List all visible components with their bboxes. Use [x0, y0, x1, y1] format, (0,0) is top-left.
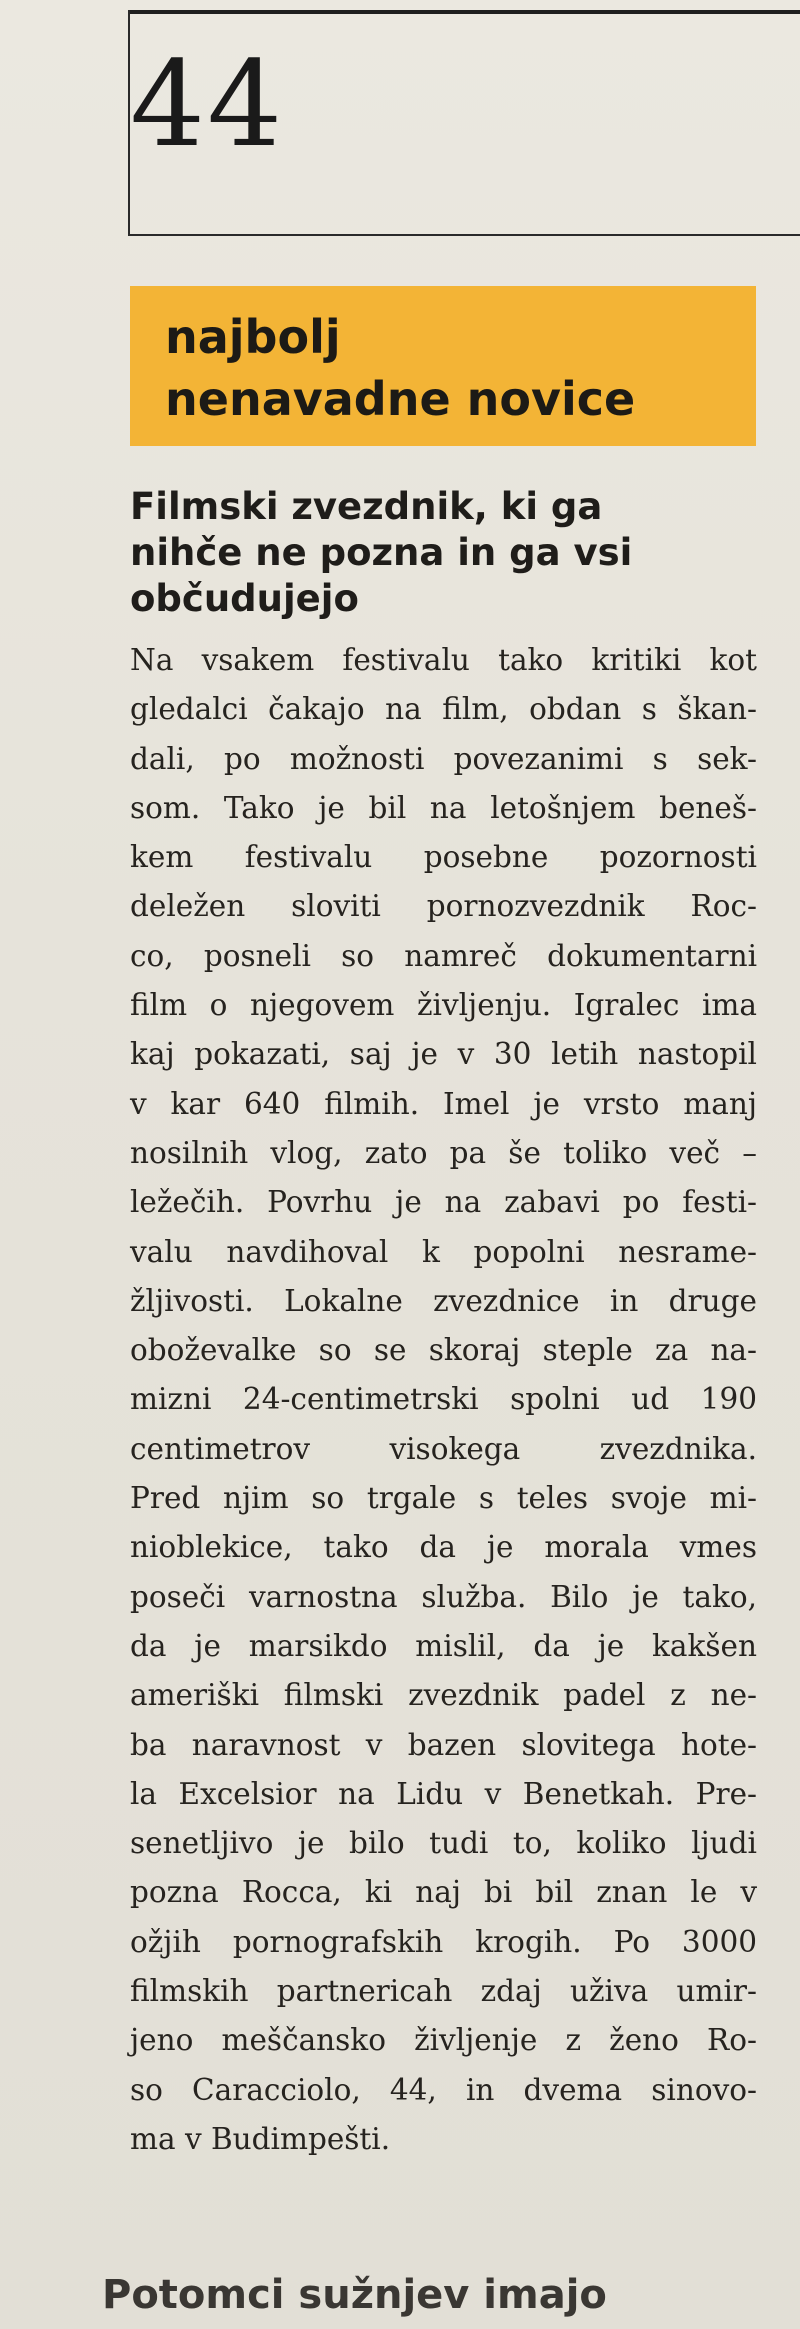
article-body-line: dali, po možnosti povezanimi s sek-: [130, 741, 757, 776]
article-body-line: film o njegovem življenju. Igralec ima: [130, 988, 757, 1023]
page-number: 44: [130, 35, 285, 173]
article-body-line: som. Tako je bil na letošnjem beneš-: [130, 790, 757, 825]
article-body-line: poseči varnostna služba. Bilo je tako,: [130, 1579, 757, 1614]
section-title-line-1: najbolj: [165, 310, 341, 364]
top-rule: [128, 10, 800, 14]
article-body-line: pozna Rocca, ki naj bi bil znan le v: [130, 1875, 757, 1910]
article-body-line: da je marsikdo mislil, da je kakšen: [130, 1628, 757, 1663]
article-body-line: co, posneli so namreč dokumentarni: [130, 938, 757, 973]
article-body-line: la Excelsior na Lidu v Benetkah. Pre-: [130, 1776, 757, 1811]
article-body-line: oboževalke so se skoraj steple za na-: [130, 1333, 757, 1368]
article-headline-line-2: nihče ne pozna in ga vsi: [130, 531, 633, 574]
article-body-line: ožjih pornografskih krogih. Po 3000: [130, 1924, 757, 1959]
article-body-line: senetljivo je bilo tudi to, koliko ljudi: [130, 1826, 757, 1861]
article-body-line: žljivosti. Lokalne zvezdnice in druge: [130, 1283, 757, 1318]
article-body-line: ameriški filmski zvezdnik padel z ne-: [130, 1678, 757, 1713]
article-body-line: valu navdihoval k popolni nesrame-: [130, 1234, 757, 1269]
article-body-line: jeno meščansko življenje z ženo Ro-: [130, 2023, 757, 2058]
article-body-line: v kar 640 filmih. Imel je vrsto manj: [130, 1086, 757, 1121]
article-body-line: Na vsakem festivalu tako kritiki kot: [130, 643, 757, 677]
article-body-line: so Caracciolo, 44, in dvema sinovo-: [130, 2072, 757, 2107]
article-body-line: gledalci čakajo na film, obdan s škan-: [130, 692, 757, 727]
article-body-line: ležečih. Povrhu je na zabavi po festi-: [130, 1185, 757, 1220]
article-body-line: filmskih partnericah zdaj uživa umir-: [130, 1974, 757, 2009]
article-body-line: mizni 24-centimetrski spolni ud 190: [130, 1382, 757, 1417]
article-body-line: centimetrov visokega zvezdnika.: [130, 1431, 757, 1466]
section-title-line-2: nenavadne novice: [165, 372, 636, 426]
article-body-line: ba naravnost v bazen slovitega hote-: [130, 1727, 757, 1762]
next-article-headline: Potomci sužnjev imajo: [102, 2272, 607, 2318]
article-body-line: nioblekice, tako da je morala vmes: [130, 1530, 757, 1565]
article-body-line: nosilnih vlog, zato pa še toliko več –: [130, 1135, 757, 1170]
article-headline-line-1: Filmski zvezdnik, ki ga: [130, 485, 603, 528]
article-body-line: kem festivalu posebne pozornosti: [130, 840, 757, 875]
article-body-line: deležen sloviti pornozvezdnik Roc-: [130, 889, 757, 924]
article-headline: [130, 484, 770, 622]
article-body-line: Pred njim so trgale s teles svoje mi-: [130, 1481, 757, 1516]
article-body-line: kaj pokazati, saj je v 30 letih nastopil: [130, 1037, 757, 1072]
header-rule: [128, 234, 800, 236]
section-title: [165, 306, 745, 430]
article-body: [130, 636, 757, 2164]
article-headline-line-3: občudujejo: [130, 577, 359, 620]
article-body-line: ma v Budimpešti.: [130, 2121, 391, 2156]
